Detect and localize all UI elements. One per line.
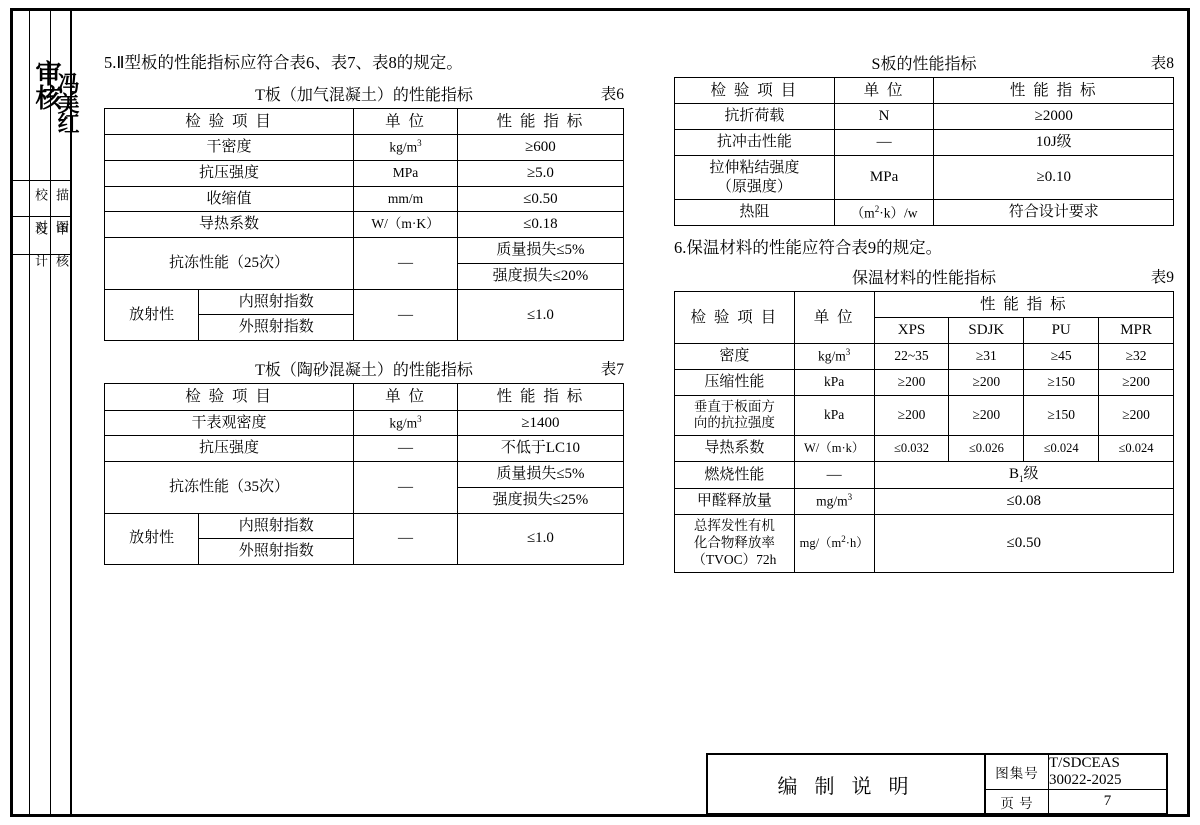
table-row — [675, 515, 1174, 573]
table7-item-frost: 抗冻性能（35次） — [105, 462, 354, 514]
table9-item-combustion: 燃烧性能 — [675, 462, 795, 489]
table7-value-apparent-density: ≥1400 — [457, 410, 623, 436]
table9-item-tvoc — [675, 515, 795, 573]
table-row — [105, 212, 624, 238]
table-9 — [674, 291, 1174, 573]
table9-conductivity-xps: ≤0.032 — [874, 436, 949, 462]
table8-header-item: 检 验 项 目 — [675, 78, 835, 104]
table-8 — [674, 77, 1174, 226]
table8-item-bond-strength-line1: 拉伸粘结强度 — [709, 159, 800, 176]
table-row — [105, 160, 624, 186]
table9-unit-density: $kg/m^3$ — [794, 344, 874, 370]
table9-item-compression: 压缩性能 — [675, 369, 795, 395]
table7-item-compressive: 抗压强度 — [105, 436, 354, 462]
table7-item-external-index: 外照射指数 — [238, 543, 314, 560]
table8-value-bond-strength: ≥0.10 — [934, 155, 1174, 200]
atlas-number-value: T/SDCEAS 30022-2025 — [1049, 755, 1122, 788]
table7-caption: T板（陶砂混凝土）的性能指标 — [255, 362, 473, 380]
table9-value-combustion: $B_1$级 — [874, 462, 1173, 489]
table7-item-apparent-density: 干表观密度 — [105, 410, 354, 436]
table6-value-frost-mass: 质量损失≤5% — [457, 238, 623, 264]
table9-subheader-mpr: MPR — [1099, 318, 1174, 344]
table9-conductivity-mpr: ≤0.024 — [1099, 436, 1174, 462]
table9-subheader-pu: PU — [1024, 318, 1099, 344]
table9-tensile-xps: ≥200 — [874, 395, 949, 436]
table6-item-density: 干密度 — [105, 135, 354, 161]
table6-item-frost: 抗冻性能（25次） — [105, 238, 354, 290]
table-row — [675, 369, 1174, 395]
table8-item-bond-strength — [675, 155, 835, 200]
table9-number: 表9 — [1150, 268, 1174, 286]
table8-number: 表8 — [1150, 55, 1174, 72]
table7-caption-row — [104, 357, 624, 380]
table8-value-thermal-resistance: 符合设计要求 — [934, 200, 1174, 226]
table7-radioactivity-group — [105, 513, 354, 565]
table6-value-radioactivity: ≤1.0 — [457, 289, 623, 341]
table-row — [675, 395, 1174, 436]
table7-unit-radioactivity: — — [354, 513, 458, 565]
strip-label-drawing: 描 图 — [54, 188, 69, 235]
strip-label-design: 设 计 — [33, 222, 48, 269]
table7-value-compressive: 不低于LC10 — [457, 436, 623, 462]
table9-caption-row — [674, 265, 1174, 288]
table9-compression-pu: ≥150 — [1024, 369, 1099, 395]
table8-caption-row — [674, 51, 1174, 74]
table9-header-item: 检 验 项 目 — [675, 291, 795, 343]
table9-item-tensile — [675, 395, 795, 436]
table-row — [105, 436, 624, 462]
table6-header-item: 检 验 项 目 — [105, 108, 354, 134]
table7-header-item: 检 验 项 目 — [105, 384, 354, 410]
table8-unit-impact: — — [834, 130, 934, 156]
table-row — [675, 130, 1174, 156]
page-number-value: 7 — [1103, 793, 1112, 809]
left-title-strip — [10, 8, 80, 817]
table9-density-sdjk: ≥31 — [949, 344, 1024, 370]
table7-unit-frost: — — [354, 462, 458, 514]
table8-value-impact: 10J级 — [934, 130, 1174, 156]
table6-item-strength: 抗压强度 — [105, 160, 354, 186]
table6-value-density: ≥600 — [457, 135, 623, 161]
table-row — [105, 462, 624, 488]
table7-number: 表7 — [600, 361, 624, 379]
table6-number: 表6 — [600, 85, 624, 103]
table9-item-tvoc-line1: 总挥发性有机 — [693, 518, 775, 533]
table9-compression-sdjk: ≥200 — [949, 369, 1024, 395]
table9-item-density: 密度 — [675, 344, 795, 370]
table9-subheader-xps: XPS — [874, 318, 949, 344]
table-row — [105, 108, 624, 134]
table9-item-formaldehyde: 甲醛释放量 — [675, 489, 795, 515]
page-content — [74, 11, 1187, 814]
table8-unit-flexural-load: N — [834, 104, 934, 130]
table9-item-tensile-line2: 向的抗拉强度 — [693, 415, 775, 431]
table6-unit-frost: — — [354, 238, 458, 290]
table9-subheader-sdjk: SDJK — [949, 318, 1024, 344]
title-block-right — [986, 755, 1166, 813]
table6-value-shrinkage: ≤0.50 — [457, 186, 623, 212]
table6-value-frost-strength: 强度损失≤20% — [457, 263, 623, 289]
strip-column-2 — [30, 8, 51, 817]
table-row — [675, 104, 1174, 130]
table9-unit-conductivity: W/（m·k） — [794, 436, 874, 462]
table6-item-radioactivity: 放射性 — [105, 290, 199, 341]
strip-divider-1 — [10, 180, 72, 181]
atlas-number-row — [986, 755, 1166, 790]
table-row — [105, 238, 624, 264]
table8-header-value: 性 能 指 标 — [934, 78, 1174, 104]
table9-header-unit: 单 位 — [794, 291, 874, 343]
note-item-6: 6.保温材料的性能应符合表9的规定。 — [674, 238, 943, 258]
table9-header-performance: 性 能 指 标 — [874, 291, 1173, 317]
table-row — [675, 344, 1174, 370]
strip-label-proofread: 校 对 — [33, 188, 48, 235]
table-row — [105, 513, 624, 565]
table-row — [675, 291, 1174, 317]
page-number-row — [986, 790, 1166, 813]
table9-density-mpr: ≥32 — [1099, 344, 1174, 370]
table-row — [675, 78, 1174, 104]
table6-item-external-index: 外照射指数 — [238, 319, 314, 336]
title-block — [706, 753, 1168, 815]
table-row — [675, 462, 1174, 489]
table6-header-unit: 单 位 — [354, 108, 458, 134]
table9-conductivity-sdjk: ≤0.026 — [949, 436, 1024, 462]
table-row — [675, 489, 1174, 515]
table8-item-thermal-resistance: 热阻 — [675, 200, 835, 226]
table9-caption: 保温材料的性能指标 — [851, 269, 996, 287]
table8-caption: S板的性能指标 — [871, 56, 977, 73]
document-title: 编 制 说 明 — [708, 755, 986, 813]
table6-item-conductivity: 导热系数 — [105, 212, 354, 238]
table-row — [105, 289, 624, 341]
table6-value-strength: ≥5.0 — [457, 160, 623, 186]
table-row — [105, 384, 624, 410]
table-row — [675, 200, 1174, 226]
table-row — [675, 436, 1174, 462]
table-row — [105, 410, 624, 436]
table-6 — [104, 108, 624, 341]
atlas-number-label: 图集号 — [986, 755, 1049, 789]
table9-item-tvoc-line3: （TVOC）72h — [692, 551, 777, 567]
left-content-column — [104, 51, 624, 565]
table9-unit-formaldehyde: $mg/m^3$ — [794, 489, 874, 515]
table8-item-flexural-load: 抗折荷载 — [675, 104, 835, 130]
table9-value-tvoc: ≤0.50 — [874, 515, 1173, 573]
table8-item-bond-strength-line2: （原强度） — [716, 178, 792, 195]
table9-compression-mpr: ≥200 — [1099, 369, 1174, 395]
table9-compression-xps: ≥200 — [874, 369, 949, 395]
table7-unit-apparent-density: $kg/m^3$ — [354, 410, 458, 436]
table7-unit-compressive: — — [354, 436, 458, 462]
table9-item-conductivity: 导热系数 — [675, 436, 795, 462]
table9-value-formaldehyde: ≤0.08 — [874, 489, 1173, 515]
table6-header-value: 性 能 指 标 — [457, 108, 623, 134]
table-row — [105, 186, 624, 212]
table7-value-frost-strength: 强度损失≤25% — [457, 487, 623, 513]
page-number-label: 页 号 — [986, 790, 1049, 813]
table9-unit-tensile: kPa — [794, 395, 874, 436]
designer-signature: 冯美红 — [55, 72, 80, 132]
note-item-5: 5.Ⅱ型板的性能指标应符合表6、表7、表8的规定。 — [104, 53, 463, 72]
table9-conductivity-pu: ≤0.024 — [1024, 436, 1099, 462]
table6-unit-conductivity: W/（m·K） — [354, 212, 458, 238]
table6-radioactivity-group — [105, 289, 354, 341]
table6-value-conductivity: ≤0.18 — [457, 212, 623, 238]
table-row — [105, 135, 624, 161]
table9-unit-compression: kPa — [794, 369, 874, 395]
table7-header-unit: 单 位 — [354, 384, 458, 410]
table9-unit-combustion: — — [794, 462, 874, 489]
table8-item-impact: 抗冲击性能 — [675, 130, 835, 156]
table9-tensile-sdjk: ≥200 — [949, 395, 1024, 436]
strip-label-review: 审 核 — [54, 222, 69, 269]
table8-unit-bond-strength: MPa — [834, 155, 934, 200]
table9-item-tensile-line1: 垂直于板面方 — [693, 398, 775, 414]
table8-value-flexural-load: ≥2000 — [934, 104, 1174, 130]
approver-signature: 审核 — [32, 60, 61, 108]
table-7 — [104, 383, 624, 565]
strip-column-1 — [10, 8, 30, 817]
table-row — [675, 155, 1174, 200]
table6-caption-row — [104, 82, 624, 105]
table7-header-value: 性 能 指 标 — [457, 384, 623, 410]
table6-caption: T板（加气混凝土）的性能指标 — [255, 86, 473, 104]
table6-item-shrinkage: 收缩值 — [105, 186, 354, 212]
table7-value-frost-mass: 质量损失≤5% — [457, 462, 623, 488]
table9-unit-tvoc: $mg/(m^2\cdot h)$ — [794, 515, 874, 573]
table7-item-radioactivity: 放射性 — [105, 514, 199, 565]
table8-unit-thermal-resistance: $(m^2\cdot k)/w$ — [834, 200, 934, 226]
table9-density-pu: ≥45 — [1024, 344, 1099, 370]
table8-header-unit: 单 位 — [834, 78, 934, 104]
table6-unit-density: $kg/m^3$ — [354, 135, 458, 161]
table6-unit-shrinkage: mm/m — [354, 186, 458, 212]
table7-item-internal-index: 内照射指数 — [199, 514, 353, 539]
right-content-column — [674, 51, 1174, 573]
table6-unit-radioactivity: — — [354, 289, 458, 341]
table9-tensile-pu: ≥150 — [1024, 395, 1099, 436]
table9-tensile-mpr: ≥200 — [1099, 395, 1174, 436]
table9-density-xps: 22~35 — [874, 344, 949, 370]
table9-item-tvoc-line2: 化合物释放率 — [693, 534, 775, 550]
table7-value-radioactivity: ≤1.0 — [457, 513, 623, 565]
table6-item-internal-index: 内照射指数 — [199, 290, 353, 315]
table6-unit-strength: MPa — [354, 160, 458, 186]
